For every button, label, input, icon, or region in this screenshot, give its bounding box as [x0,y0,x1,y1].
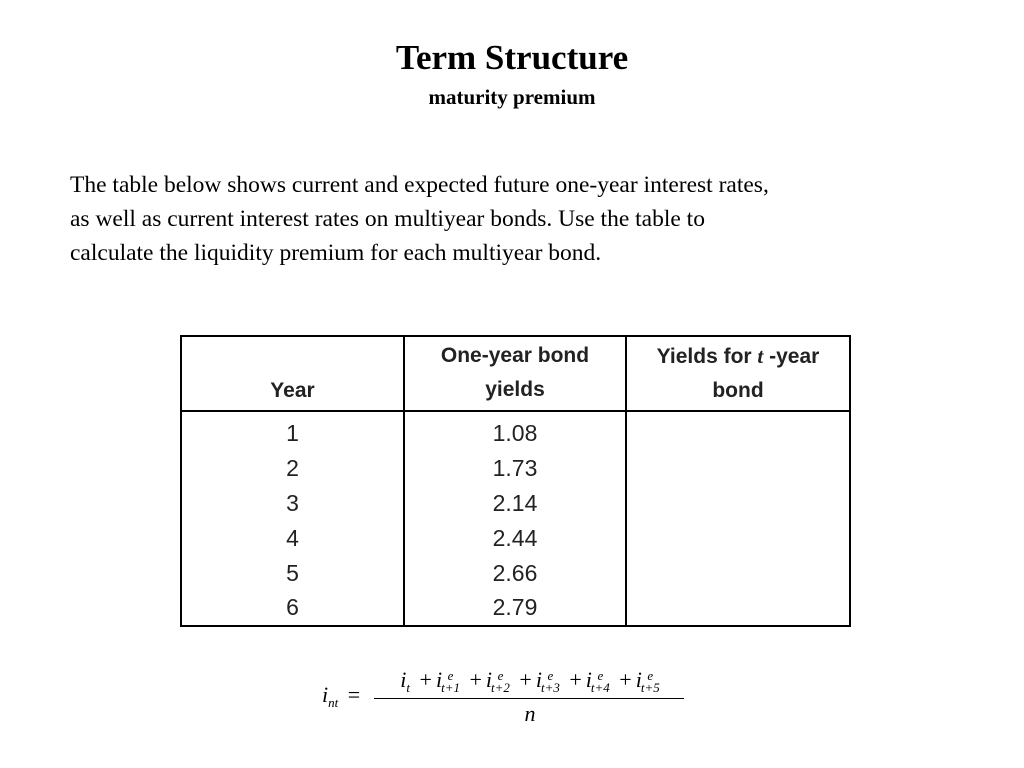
cell-t-year-yield [626,486,850,521]
formula-equals: = [347,682,361,707]
cell-year: 2 [181,451,404,486]
cell-t-year-yield [626,590,850,626]
cell-year: 3 [181,486,404,521]
cell-one-year-yield: 1.08 [404,411,626,451]
cell-year: 6 [181,590,404,626]
cell-one-year-yield: 2.79 [404,590,626,626]
table-row [181,555,850,590]
cell-t-year-yield [626,451,850,486]
cell-year: 4 [181,520,404,555]
formula-denominator: n [524,701,536,726]
table-row [181,486,850,521]
cell-t-year-yield [626,520,850,555]
cell-year: 1 [181,411,404,451]
intro-line: The table below shows current and expected future one-year interest rates, [70,172,769,198]
interest-rate-table [180,335,851,627]
yield-formula [322,662,692,742]
formula-numerator: $i_t + i$ e t+1 + i e t+2 + i e t+3 + i e t+4 + i e t+5 [400,667,660,695]
cell-year: 5 [181,555,404,590]
table-row [181,520,850,555]
formula-lhs: $i_{nt}$ = [322,682,361,710]
slide-title: Term Structure [395,38,629,77]
table-row [181,590,850,626]
cell-one-year-yield: 1.73 [404,451,626,486]
cell-t-year-yield [626,555,850,590]
intro-line: calculate the liquidity premium for each multiyear bond. [70,240,602,266]
slide-subtitle: maturity premium [428,85,596,109]
intro-line: as well as current interest rates on multiyear bonds. Use the table to [70,206,705,232]
table-row [181,451,850,486]
intro-paragraph [70,168,970,270]
cell-t-year-yield [626,411,850,451]
header-year: Year [181,336,404,411]
cell-one-year-yield: 2.44 [404,520,626,555]
table-header-row [181,336,850,411]
header-t-year-yields: Yields for t -year bond [626,336,850,411]
table-row [181,411,850,451]
header-one-year-yields: One-year bond yields [404,336,626,411]
formula-fraction [374,662,686,729]
cell-one-year-yield: 2.14 [404,486,626,521]
cell-one-year-yield: 2.66 [404,555,626,590]
